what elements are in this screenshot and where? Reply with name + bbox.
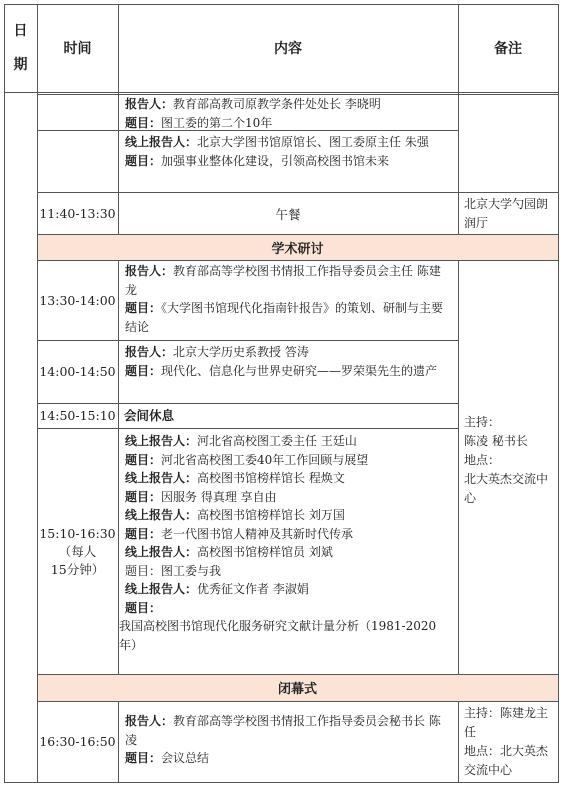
label: 题目： [125,751,162,765]
talk-title: 因服务 得真理 享自由 [161,489,277,504]
time-note: 15分钟） [50,561,105,577]
label: 主持： [464,415,501,429]
label: 线上报告人： [125,135,198,149]
host-name: 陈建龙主任 [464,706,549,739]
label: 题目： [125,363,162,378]
speaker: 北京大学图书馆原馆长、图工委原主任 朱强 [197,135,429,149]
label: 报告人： [125,345,174,359]
label: 报告人： [125,97,174,111]
speaker: 教育部高教司原教学条件处处长 李晓明 [173,97,381,111]
label: 题目： [125,153,162,168]
venue: 北大英杰交流中心 [464,744,549,777]
label: 线上报告人： [125,545,198,559]
label: 题目： [125,489,162,504]
header-date-char: 日 [13,23,28,39]
speaker: 教育部高等学校图书情报工作指导委员会主任 陈建龙 [125,264,441,297]
time-range: 15:10-16:30 [39,525,116,541]
header-divider [4,92,559,93]
label: 主持： [464,706,501,720]
label: 题目： [125,115,162,130]
time-slot: 11:40-13:30 [39,205,116,221]
session-host-note [458,413,558,523]
header-time: 时间 [63,41,92,57]
talk-title: 我国高校图书馆现代化服务研究文献计量分析（1981-2020年） [119,619,437,652]
header-content: 内容 [274,41,302,57]
host-name: 陈凌 秘书长 [464,434,528,448]
lunch-location: 北京大学勺园朗润厅 [464,197,549,230]
time-slot: 14:00-14:50 [39,364,116,379]
speaker: 高校图书馆榜样馆员 刘斌 [197,545,333,559]
report-entry [37,133,458,191]
label: 报告人： [125,264,174,278]
speaker: 教育部高等学校图书情报工作指导委员会秘书长 陈凌 [125,714,441,747]
row-divider [37,674,559,675]
label: 题目： [125,452,162,467]
speaker: 北京大学历史系教授 答涛 [173,345,309,359]
label: 题目： [125,600,162,615]
label: 地点： [464,453,501,467]
row-divider [37,234,559,235]
table-border-right [558,4,559,783]
section-band-academic: 学术研讨 [37,234,558,260]
table-border-left [4,4,5,783]
label: 地点： [464,744,501,758]
report-entry [37,712,458,782]
lunch-label: 午餐 [275,206,301,222]
time-slot: 14:50-15:10 [39,408,116,423]
talk-title: 题目：图工委与我 [125,563,222,578]
report-list [37,432,458,674]
speaker: 优秀征文作者 李淑娟 [197,582,309,596]
header-date [4,4,37,92]
label: 线上报告人： [125,471,198,485]
talk-title: 会议总结 [161,751,210,765]
closing-host-note [458,704,558,782]
label: 线上报告人： [125,508,198,522]
speaker: 高校图书馆榜样馆长 程焕文 [197,471,345,485]
label: 报告人： [125,714,174,728]
label: 线上报告人： [125,434,198,448]
talk-title: 老一代图书馆人精神及其新时代传承 [161,526,354,541]
table-border-bottom [4,782,559,783]
section-band-closing: 闭幕式 [37,674,558,701]
report-entry [37,343,458,403]
speaker: 河北省高校图工委主任 王廷山 [197,434,357,448]
time-slot: 16:30-16:50 [39,734,116,749]
talk-title: 河北省高校图工委40年工作回顾与展望 [161,452,369,467]
talk-title: 加强事业整体化建设，引领高校图书馆未来 [161,153,390,168]
break-label: 会间休息 [124,408,175,423]
header-remarks: 备注 [494,41,522,57]
talk-title: 《大学图书馆现代化指南针报告》的策划、研制与主要结论 [125,301,444,334]
talk-title: 图工委的第二个10年 [161,115,273,130]
label: 题目： [125,526,162,541]
label: 题目： [125,301,162,315]
header-date-char: 期 [13,57,28,73]
report-entry [37,95,458,130]
talk-title: 现代化、信息化与世界史研究——罗荣渠先生的遗产 [161,363,438,378]
time-note: （每人 [58,543,97,559]
speaker: 高校图书馆榜样馆长 刘万国 [197,508,345,522]
venue: 北大英杰交流中心 [464,472,549,505]
label: 线上报告人： [125,582,198,596]
report-entry [37,262,458,340]
time-slot: 13:30-14:00 [39,292,116,308]
